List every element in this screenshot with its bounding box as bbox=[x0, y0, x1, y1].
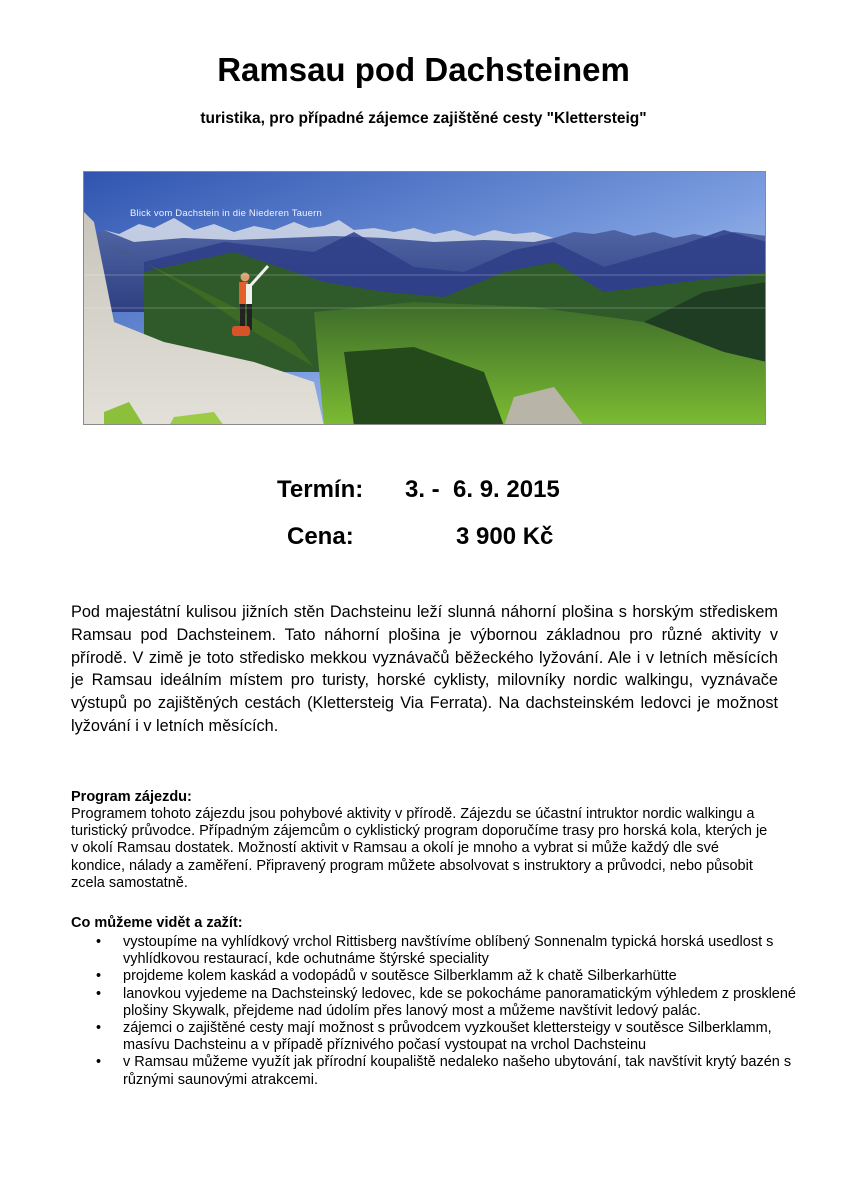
intro-text: Pod majestátní kulisou jižních stěn Dachsteinu leží slunná náhorní plošina s horským střediskem Ramsau pod Dachsteinem. Tato náhorní plošina je výbornou základnou pro různé aktivity v přírodě. V zimě je toto středisko mekkou vyznávačů běžeckého lyžování. Ale i v letních měsících je Ramsau ideálním místem pro turisty, horské cyklisty, milovníky nordic walkingu, vyznávače výstupů po zajištěných cestách (Klettersteig Via Ferrata). Na dachsteinském ledovci je možnost lyžování i v letních měsících. bbox=[71, 603, 778, 735]
list-item-text: zájemci o zajištěné cesty mají možnost s průvodcem vyzkoušet klettersteigy v soutěsce Silberklamm, masívu Dachsteinu a v případě příznivého počasí vystoupat na vrchol Dachsteinu bbox=[123, 1020, 772, 1054]
list-item-text: projdeme kolem kaskád a vodopádů v soutěsce Silberklamm až k chatě Silberkarhütte bbox=[123, 968, 677, 985]
page-title: Ramsau pod Dachsteinem bbox=[217, 51, 630, 88]
cena-value: 3 900 Kč bbox=[456, 523, 554, 550]
bullet-icon: • bbox=[96, 1054, 102, 1071]
termin-value: 3. - 6. 9. 2015 bbox=[405, 476, 560, 503]
list-item bbox=[71, 1020, 803, 1054]
list-item bbox=[71, 1054, 828, 1088]
bullet-icon: • bbox=[96, 934, 102, 950]
bullet-icon: • bbox=[96, 968, 102, 985]
list-item bbox=[71, 934, 823, 968]
list-item-text: lanovkou vyjedeme na Dachsteinský ledovec, kde se pokocháme panoramatickým výhledem z prosklené plošiny Skywalk, přejdeme nad údolím přes lanový most a můžeme navštívit ledový palác. bbox=[123, 985, 796, 1019]
list-item-text: v Ramsau můžeme využít jak přírodní koupaliště nedaleko našeho ubytování, tak navštívit krytý bazén s různými saunovými atrakcemi. bbox=[123, 1054, 792, 1088]
program-heading: Program zájezdu: bbox=[71, 789, 192, 805]
list-item-text: vystoupíme na vyhlídkový vrchol Rittisberg navštívíme oblíbený Sonnenalm typická horská usedlost s vyhlídkovou restaurací, kde ochutnáme štýrské speciality bbox=[123, 934, 774, 968]
list-item bbox=[71, 968, 791, 985]
bullet-icon: • bbox=[96, 985, 102, 1002]
cena-label: Cena: bbox=[287, 523, 354, 550]
termin-label: Termín: bbox=[277, 476, 364, 503]
highlights-heading: Co můžeme vidět a zažít: bbox=[71, 915, 243, 931]
bullet-icon: • bbox=[96, 1020, 102, 1037]
page-subtitle: turistika, pro případné zájemce zajištěné cesty "Klettersteig" bbox=[200, 110, 647, 127]
intro-paragraph bbox=[71, 601, 778, 738]
panorama-photo bbox=[83, 171, 766, 425]
photo-caption: Blick vom Dachstein in die Niederen Tauern bbox=[130, 208, 322, 219]
list-item bbox=[71, 986, 838, 1020]
program-text: Programem tohoto zájezdu jsou pohybové aktivity v přírodě. Zájezdu se účastní intruktor nordic walkingu a turistický průvodce. Případným zájemcům o cyklistický program doporučíme trasy pro horská kola, kterých je v okolí Ramsau dostatek. Možností aktivit v Ramsau a okolí je mnoho a vybrat si může každý dle své kondice, nálady a zaměření. Připravený program můžete absolvovat s instruktory a průvodci, nebo působit zcela samostatně. bbox=[71, 806, 768, 891]
highlights-list bbox=[71, 934, 796, 1089]
